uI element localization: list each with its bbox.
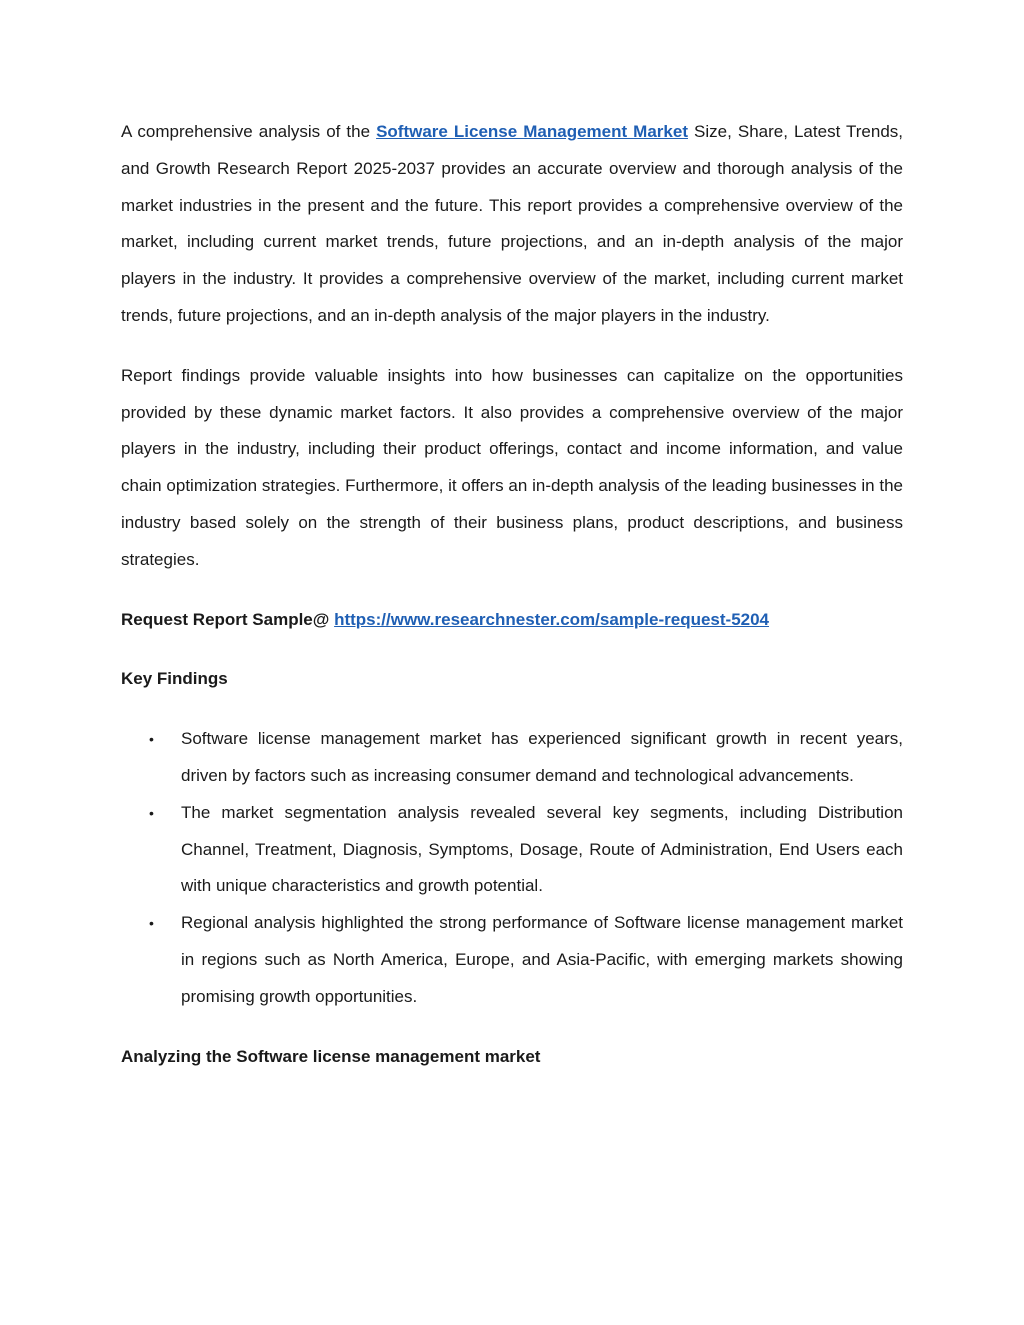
list-item	[121, 795, 903, 905]
section-heading: Analyzing the Software license management market	[121, 1046, 541, 1066]
sample-request-line	[121, 602, 903, 639]
list-item	[121, 721, 903, 795]
market-link[interactable]: Software License Management Market	[376, 122, 688, 141]
sample-request-link[interactable]: https://www.researchnester.com/sample-request-5204	[334, 609, 770, 629]
list-item	[121, 905, 903, 1015]
key-findings-list	[121, 721, 903, 1015]
intro-lead: A comprehensive analysis of the	[121, 122, 377, 141]
bullet-icon: •	[149, 915, 154, 932]
list-item-text: Regional analysis highlighted the strong performance of Software license management market in regions such as North America, Europe, and Asia-Pacific, with emerging markets showing promising growth opportunities.	[181, 913, 903, 1006]
intro-paragraph	[121, 114, 903, 335]
key-findings-heading: Key Findings	[121, 669, 228, 689]
document-page	[121, 114, 903, 1075]
sample-request-label: Request Report Sample@	[121, 609, 335, 629]
intro-rest: Size, Share, Latest Trends, and Growth Research Report 2025-2037 provides an accurate overview and thorough analysis of the market industries in the present and the future. This report provides a comprehensive overview of the market, including current market trends, future projections, and an in-depth analysis of the major players in the industry. It provides a comprehensive overview of the market, including current market trends, future projections, and an in-depth analysis of the major players in the industry.	[121, 122, 904, 325]
bullet-icon: •	[149, 804, 154, 821]
list-item-text: The market segmentation analysis revealed several key segments, including Distribution Channel, Treatment, Diagnosis, Symptoms, Dosage, Route of Administration, End Users each with unique characteristics and growth potential.	[181, 802, 903, 896]
bullet-icon: •	[149, 731, 154, 748]
list-item-text: Software license management market has experienced significant growth in recent years, driven by factors such as increasing consumer demand and technological advancements.	[181, 729, 903, 785]
findings-paragraph: Report findings provide valuable insights into how businesses can capitalize on the opportunities provided by these dynamic market factors. It also provides a comprehensive overview of the major players in the industry, including their product offerings, contact and income information, and value chain optimization strategies. Furthermore, it offers an in-depth analysis of the leading businesses in the industry based solely on the strength of their business plans, product descriptions, and business strategies.	[121, 365, 903, 569]
